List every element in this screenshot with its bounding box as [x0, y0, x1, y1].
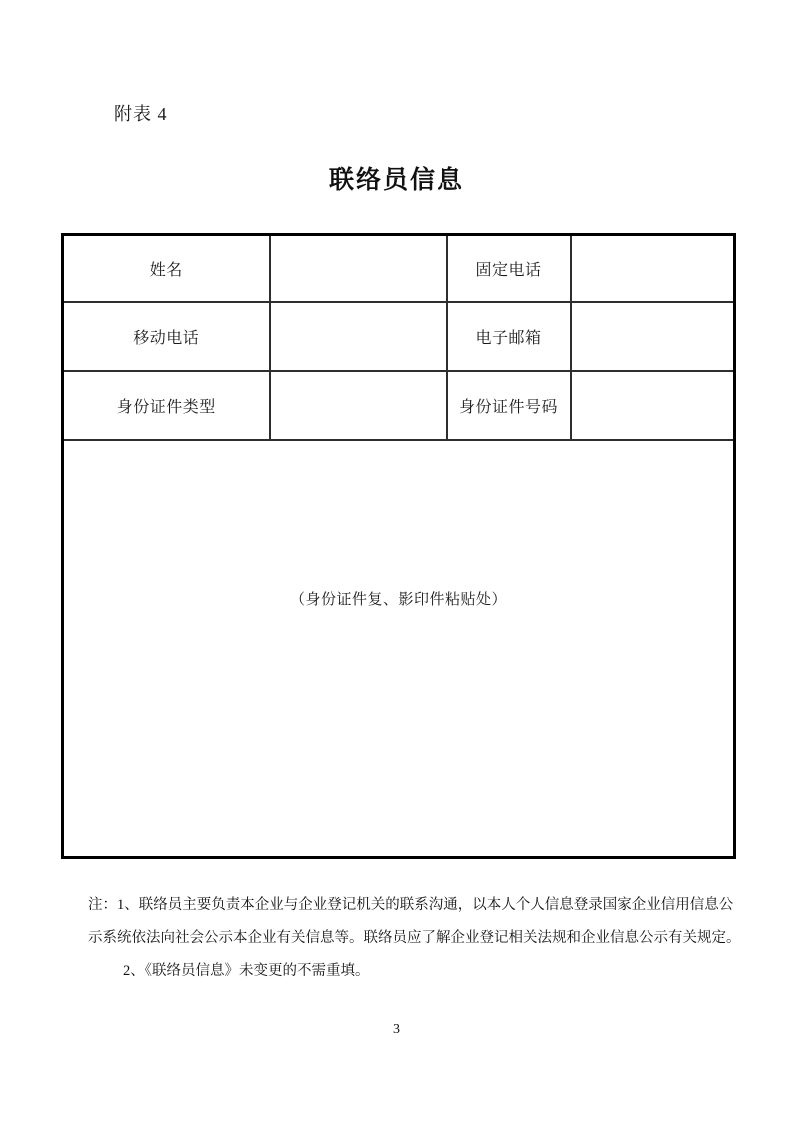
- field-label-mobile-phone: 移动电话: [63, 302, 270, 371]
- field-value-email: [571, 302, 735, 371]
- field-value-fixed-phone: [571, 235, 735, 302]
- field-label-fixed-phone: 固定电话: [447, 235, 571, 302]
- page-number: 3: [393, 1022, 400, 1037]
- paste-area-label: （身份证件复、影印件粘贴处）: [289, 591, 507, 608]
- field-label-id-type: 身份证件类型: [63, 371, 270, 440]
- field-label-email: 电子邮箱: [447, 302, 571, 371]
- id-copy-paste-area: [63, 440, 735, 858]
- field-value-id-type: [270, 371, 447, 440]
- note-line-3: 2、《联络员信息》未变更的不需重填。: [123, 963, 370, 979]
- table-row-name-phone: [63, 235, 735, 302]
- appendix-label: 附表 4: [114, 104, 168, 124]
- field-value-name: [270, 235, 447, 302]
- field-value-mobile-phone: [270, 302, 447, 371]
- field-label-id-number: 身份证件号码: [447, 371, 571, 440]
- field-label-name: 姓名: [63, 235, 270, 302]
- table-row-id-type-number: [63, 371, 735, 440]
- note-line-2: 示系统依法向社会公示本企业有关信息等。联络员应了解企业登记相关法规和企业信息公示有关规定。: [88, 930, 741, 946]
- field-value-id-number: [571, 371, 735, 440]
- table-row-paste-area: [63, 440, 735, 858]
- contact-info-table: [61, 233, 736, 859]
- note-line-1: 注：1、联络员主要负责本企业与企业登记机关的联系沟通，以本人个人信息登录国家企业信用信息公: [88, 897, 734, 913]
- table-row-mobile-email: [63, 302, 735, 371]
- notes-block: [88, 889, 741, 988]
- page-title: 联络员信息: [328, 167, 464, 194]
